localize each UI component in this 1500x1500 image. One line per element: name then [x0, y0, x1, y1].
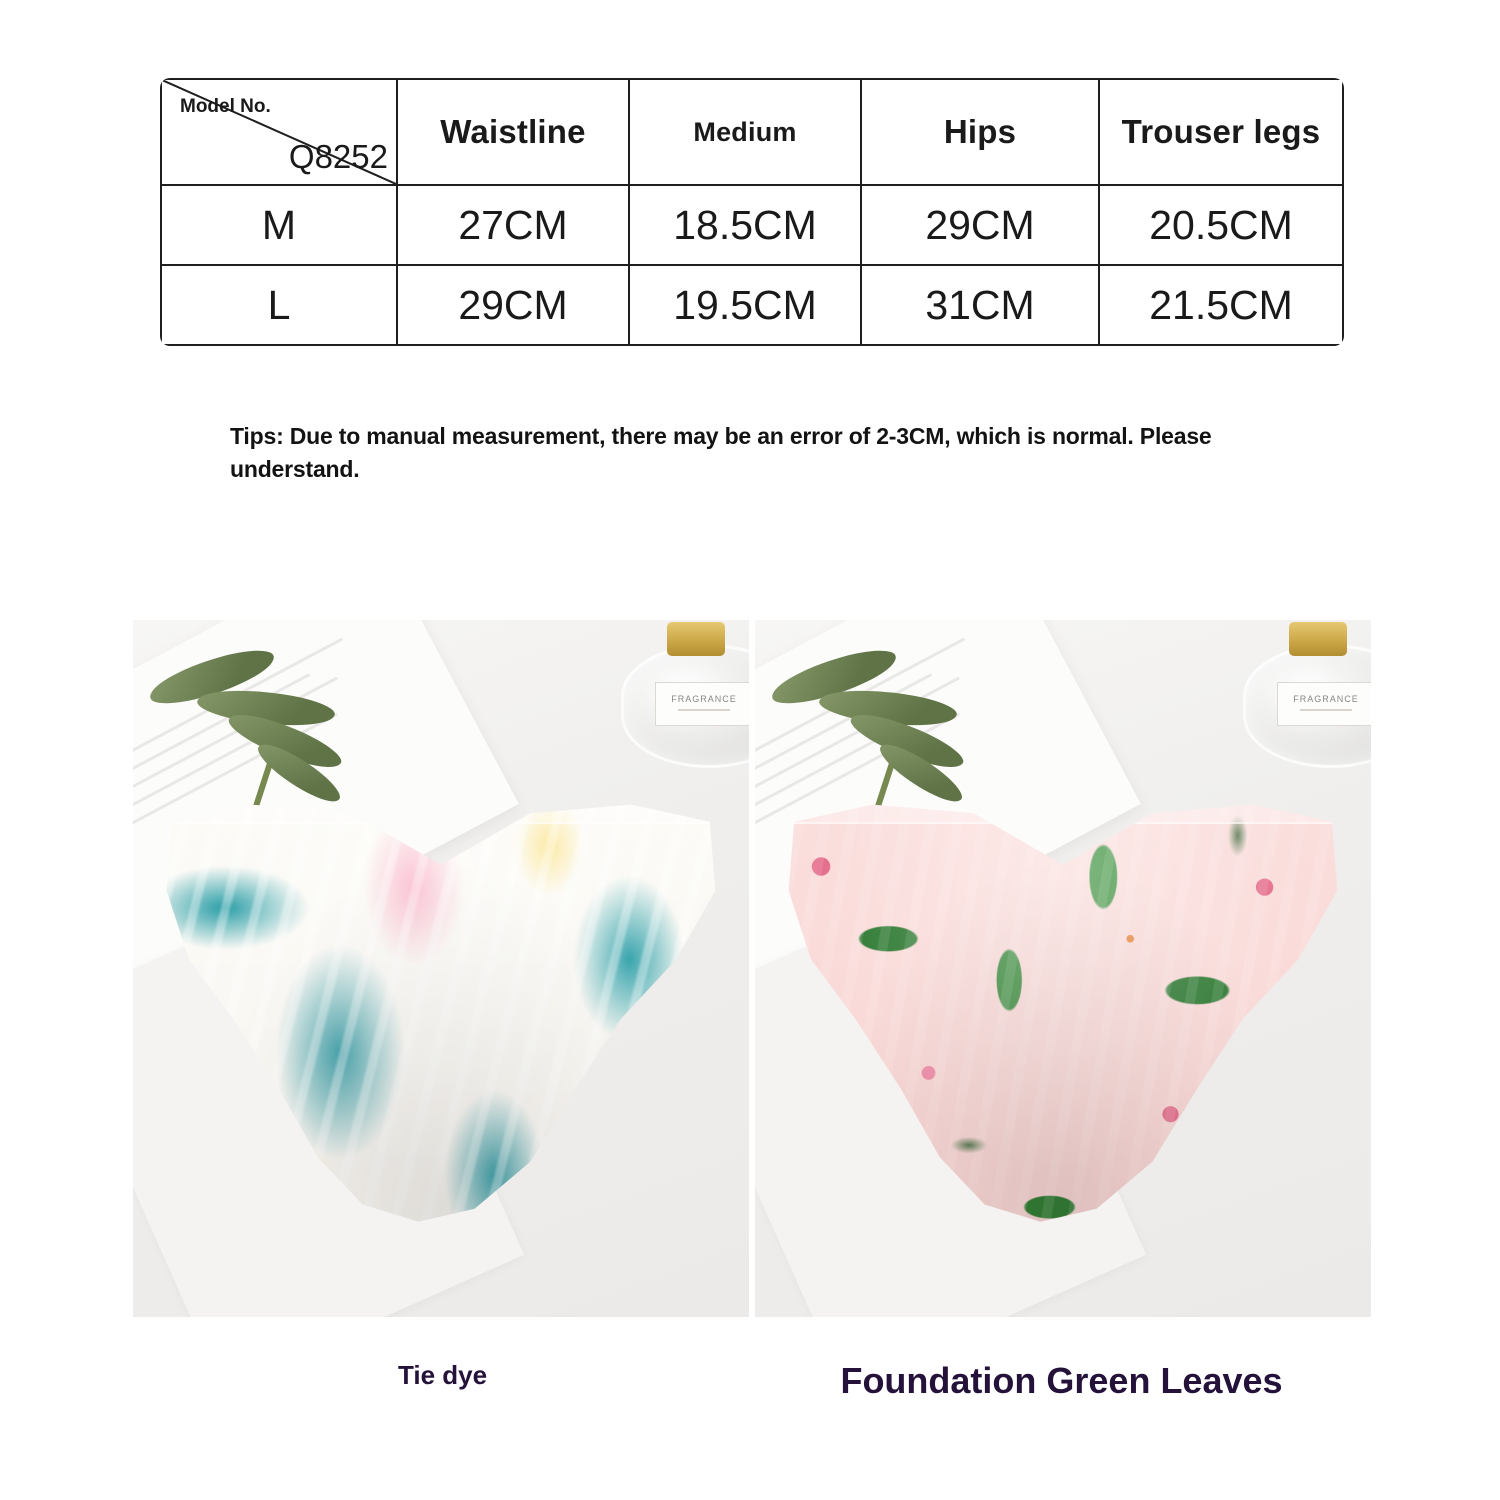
garment-pattern-tie-dye	[161, 796, 721, 1226]
size-chart	[160, 78, 1342, 346]
column-header-hips: Hips	[861, 79, 1099, 185]
column-header-waistline: Waistline	[397, 79, 629, 185]
row-size-label: M	[161, 185, 397, 265]
cell-waistline: 27CM	[397, 185, 629, 265]
prop-perfume-bottle	[621, 622, 749, 762]
bottle-label-text: FRAGRANCE	[671, 694, 737, 704]
garment-waistband	[783, 796, 1343, 824]
row-size-label: L	[161, 265, 397, 345]
cell-trouser-legs: 20.5CM	[1099, 185, 1343, 265]
bottle-cap	[1289, 622, 1347, 656]
bottle-label	[655, 682, 749, 726]
column-header-trouser-legs: Trouser legs	[1099, 79, 1343, 185]
cell-medium: 19.5CM	[629, 265, 861, 345]
table-row	[161, 185, 1343, 265]
cell-waistline: 29CM	[397, 265, 629, 345]
model-no-label: Model No.	[180, 96, 271, 117]
table-header-row	[161, 79, 1343, 185]
bottle-label-text: FRAGRANCE	[1293, 694, 1359, 704]
caption-green-leaves: Foundation Green Leaves	[840, 1360, 1283, 1401]
garment-tie-dye	[161, 796, 721, 1226]
cell-hips: 29CM	[861, 185, 1099, 265]
product-photo-tie-dye[interactable]	[133, 620, 749, 1317]
size-chart-table	[160, 78, 1344, 346]
column-header-medium: Medium	[629, 79, 861, 185]
cell-trouser-legs: 21.5CM	[1099, 265, 1343, 345]
garment-pattern-green-leaves	[783, 796, 1343, 1226]
garment-green-leaves	[783, 796, 1343, 1226]
measurement-tips-text: Tips: Due to manual measurement, there may be an error of 2-3CM, which is normal. Please understand.	[230, 423, 1212, 483]
product-photo-green-leaves[interactable]	[755, 620, 1371, 1317]
product-photo-gallery	[133, 620, 1371, 1317]
garment-body	[161, 796, 721, 1226]
photo-captions	[133, 1360, 1371, 1402]
caption-tie-dye: Tie dye	[397, 1360, 488, 1390]
garment-waistband	[161, 796, 721, 824]
table-row	[161, 265, 1343, 345]
cell-medium: 18.5CM	[629, 185, 861, 265]
bottle-cap	[667, 622, 725, 656]
garment-body	[783, 796, 1343, 1226]
model-no-cell	[161, 79, 397, 185]
cell-hips: 31CM	[861, 265, 1099, 345]
model-no-value: Q8252	[288, 138, 388, 175]
bottle-label	[1277, 682, 1371, 726]
prop-perfume-bottle	[1243, 622, 1371, 762]
